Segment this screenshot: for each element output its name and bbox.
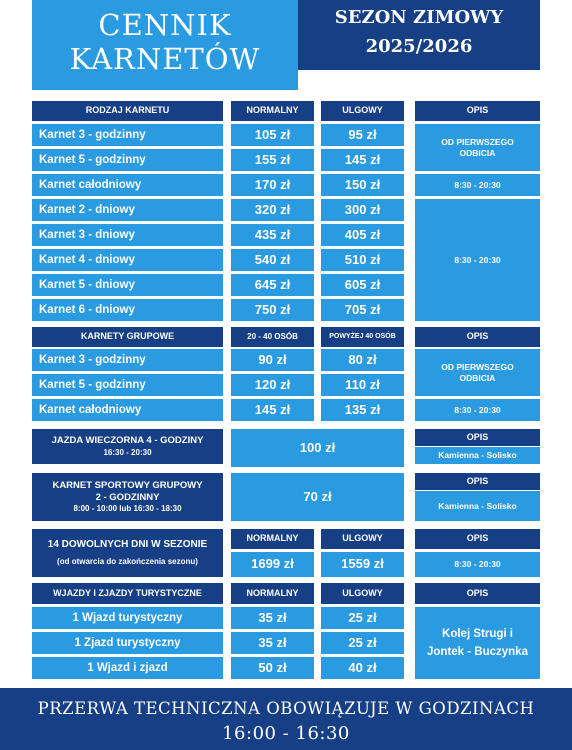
col-header-normal: NORMALNY — [231, 101, 314, 121]
group-row-reduced: 135 zł — [321, 399, 404, 421]
desc-line: OD PIERWSZEGO — [441, 361, 514, 372]
title-line-2: KARNETÓW — [69, 42, 261, 76]
title-line-1: CENNIK — [98, 8, 232, 42]
group-row-name: Karnet 3 - godzinny — [32, 349, 223, 371]
sport-pass-label — [32, 473, 223, 521]
group-row-normal: 145 zł — [231, 399, 314, 421]
col-header-desc: OPIS — [415, 101, 540, 121]
regular-row-reduced: 150 zł — [321, 174, 404, 196]
regular-row-normal: 435 zł — [231, 224, 314, 246]
regular-row-name: Karnet 3 - godzinny — [32, 124, 223, 146]
regular-row-reduced: 510 zł — [321, 249, 404, 271]
regular-row-name: Karnet 6 - dniowy — [32, 299, 223, 321]
regular-desc-multiday-hours: 8:30 - 20:30 — [415, 199, 540, 321]
regular-row-normal: 540 zł — [231, 249, 314, 271]
tourist-desc — [415, 607, 540, 679]
days14-header-normal: NORMALNY — [231, 529, 314, 549]
regular-row-normal: 645 zł — [231, 274, 314, 296]
desc-line: ODBICIA — [459, 372, 496, 383]
regular-row-normal: 750 zł — [231, 299, 314, 321]
days14-normal: 1699 zł — [231, 552, 314, 577]
regular-row-reduced: 300 zł — [321, 199, 404, 221]
group-desc-first-scan — [415, 349, 540, 396]
group-header-reduced: POWYŻEJ 40 OSÓB — [321, 327, 404, 347]
days14-label — [32, 529, 223, 577]
regular-row-reduced: 705 zł — [321, 299, 404, 321]
days14-desc: 8:30 - 20:30 — [415, 552, 540, 577]
group-row-reduced: 110 zł — [321, 374, 404, 396]
regular-row-name: Karnet 5 - godzinny — [32, 149, 223, 171]
regular-row-normal: 155 zł — [231, 149, 314, 171]
regular-row-reduced: 405 zł — [321, 224, 404, 246]
desc-line: ODBICIA — [459, 147, 496, 158]
desc-line: OD PIERWSZEGO — [441, 136, 514, 147]
days14-reduced: 1559 zł — [321, 552, 404, 577]
regular-row-reduced: 95 zł — [321, 124, 404, 146]
regular-row-name: Karnet 5 - dniowy — [32, 274, 223, 296]
sport-price: 70 zł — [231, 473, 404, 521]
regular-row-reduced: 145 zł — [321, 149, 404, 171]
evening-ride-label — [32, 429, 223, 464]
evening-desc-header: OPIS — [415, 429, 540, 446]
group-row-name: Karnet całodniowy — [32, 399, 223, 421]
sport-title-line-2: 2 - GODZINNY — [95, 491, 160, 503]
tourist-row-reduced: 40 zł — [321, 657, 404, 679]
group-row-normal: 90 zł — [231, 349, 314, 371]
regular-row-name: Karnet całodniowy — [32, 174, 223, 196]
tourist-row-normal: 35 zł — [231, 632, 314, 654]
group-row-normal: 120 zł — [231, 374, 314, 396]
regular-row-name: Karnet 4 - dniowy — [32, 249, 223, 271]
evening-title: JAZDA WIECZORNA 4 - GODZINY — [51, 435, 204, 447]
group-header-type: KARNETY GRUPOWE — [32, 327, 223, 347]
tourist-desc-line-1: Kolej Strugi i — [442, 628, 513, 641]
regular-desc-first-scan — [415, 124, 540, 171]
tourist-row-normal: 50 zł — [231, 657, 314, 679]
col-header-type: RODZAJ KARNETU — [32, 101, 223, 121]
days14-header-desc: OPIS — [415, 529, 540, 549]
tourist-row-reduced: 25 zł — [321, 607, 404, 629]
tourist-header-normal: NORMALNY — [231, 583, 314, 604]
tourist-row-reduced: 25 zł — [321, 632, 404, 654]
group-row-reduced: 80 zł — [321, 349, 404, 371]
season-line-1: SEZON ZIMOWY — [334, 7, 504, 28]
tourist-row-name: 1 Wjazd turystyczny — [32, 607, 223, 629]
evening-desc: Kamienna - Solisko — [415, 447, 540, 464]
sport-desc-header: OPIS — [415, 473, 540, 490]
regular-desc-day-hours: 8:30 - 20:30 — [415, 174, 540, 196]
regular-row-name: Karnet 3 - dniowy — [32, 224, 223, 246]
season-year: 2025/2026 — [365, 36, 473, 57]
footer-break-hours: 16:00 - 16:30 — [222, 723, 350, 744]
tourist-header-desc: OPIS — [415, 583, 540, 604]
sport-title-line-1: KARNET SPORTOWY GRUPOWY — [52, 479, 203, 491]
group-row-name: Karnet 5 - godzinny — [32, 374, 223, 396]
regular-row-normal: 320 zł — [231, 199, 314, 221]
group-header-desc: OPIS — [415, 327, 540, 347]
evening-price: 100 zł — [231, 429, 404, 467]
tourist-header-reduced: ULGOWY — [321, 583, 404, 604]
group-desc-day-hours: 8:30 - 20:30 — [415, 399, 540, 421]
sport-desc: Kamienna - Solisko — [415, 491, 540, 521]
tourist-header-type: WJAZDY I ZJAZDY TURYSTYCZNE — [32, 583, 223, 604]
regular-row-name: Karnet 2 - dniowy — [32, 199, 223, 221]
regular-row-reduced: 605 zł — [321, 274, 404, 296]
days14-header-reduced: ULGOWY — [321, 529, 404, 549]
footer-notice: PRZERWA TECHNICZNA OBOWIĄZUJE W GODZINACH — [37, 699, 535, 718]
regular-row-normal: 170 zł — [231, 174, 314, 196]
evening-hours: 16:30 - 20:30 — [103, 447, 152, 457]
tourist-row-name: 1 Zjazd turystyczny — [32, 632, 223, 654]
days14-title: 14 DOWOLNYCH DNI W SEZONIE — [47, 538, 208, 550]
days14-subtitle: (od otwarcia do zakończenia sezonu) — [57, 557, 198, 567]
tourist-desc-line-2: Jontek - Buczynka — [427, 645, 528, 658]
tourist-row-name: 1 Wjazd i zjazd — [32, 657, 223, 679]
tourist-row-normal: 35 zł — [231, 607, 314, 629]
regular-row-normal: 105 zł — [231, 124, 314, 146]
group-header-normal: 20 - 40 OSÓB — [231, 327, 314, 347]
sport-hours: 8:00 - 10:00 lub 16:30 - 18:30 — [73, 504, 182, 514]
col-header-reduced: ULGOWY — [321, 101, 404, 121]
